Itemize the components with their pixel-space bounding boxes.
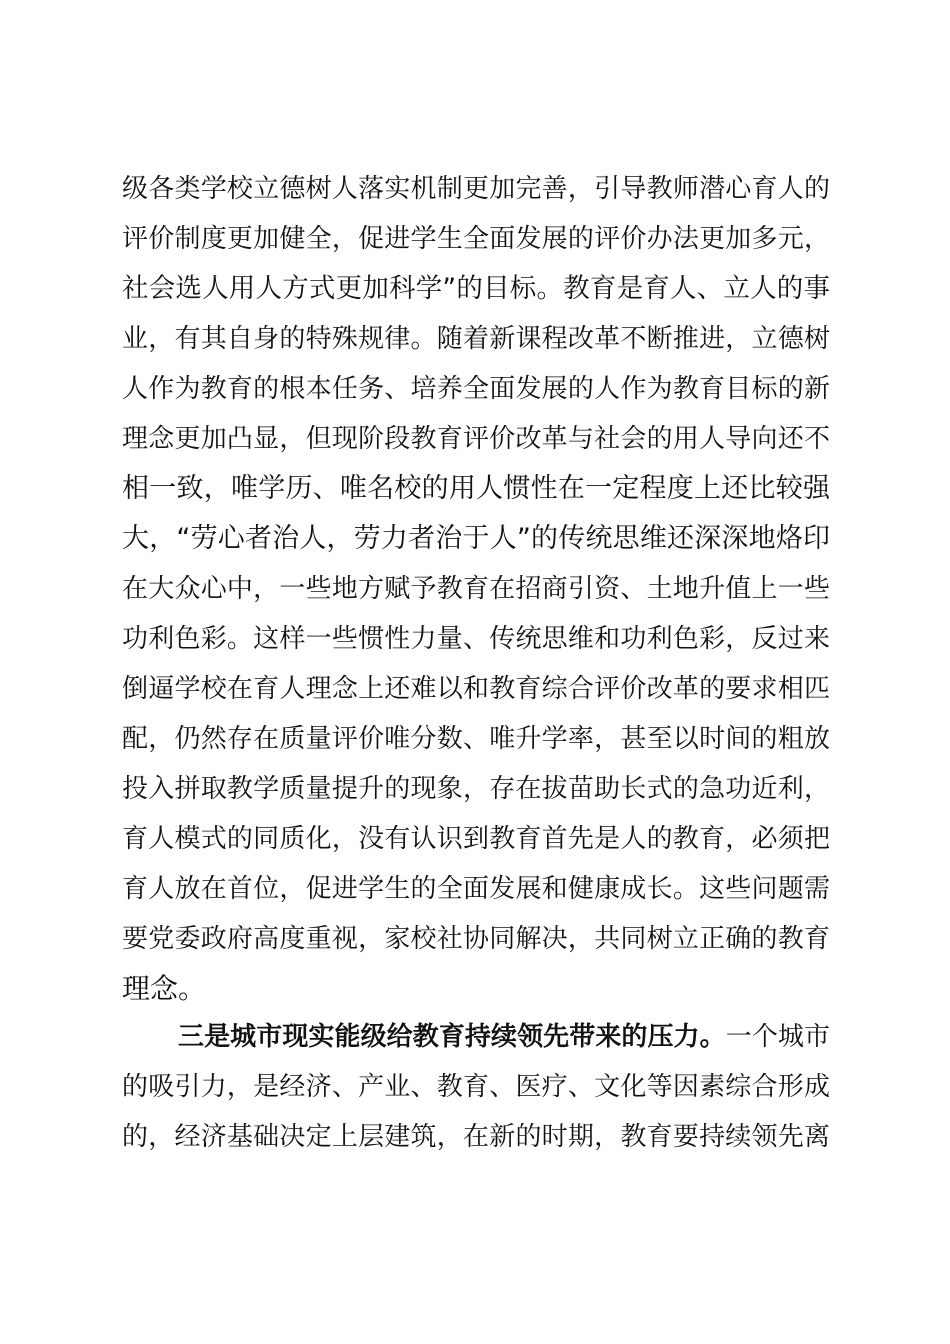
- paragraph-first-line: [122, 1012, 830, 1062]
- text-span: 一个城市: [725, 1022, 830, 1052]
- text-line: 人作为教育的根本任务、培养全面发展的人作为教育目标的新: [122, 374, 830, 404]
- text-line: 育人模式的同质化，没有认识到教育首先是人的教育，必须把: [122, 824, 830, 854]
- text-line: 配，仍然存在质量评价唯分数、唯升学率，甚至以时间的粗放: [122, 724, 830, 754]
- text-line: 倒逼学校在育人理念上还难以和教育综合评价改革的要求相匹: [122, 674, 830, 704]
- paragraph-2: [122, 1012, 830, 1162]
- text-line: 相一致，唯学历、唯名校的用人惯性在一定程度上还比较强: [122, 473, 830, 504]
- text-line: 评价制度更加健全，促进学生全面发展的评价办法更加多元，: [122, 224, 830, 254]
- text-line: 的，经济基础决定上层建筑，在新的时期，教育要持续领先离: [122, 1122, 830, 1152]
- text-line: 在大众心中，一些地方赋予教育在招商引资、土地升值上一些: [122, 574, 830, 604]
- text-line: 社会选人用人方式更加科学”的目标。教育是育人、立人的事: [122, 273, 830, 304]
- text-line: 理念。: [122, 972, 207, 1005]
- section-heading-inline: 三是城市现实能级给教育持续领先带来的压力。: [178, 1022, 726, 1052]
- text-line: 级各类学校立德树人落实机制更加完善，引导教师潜心育人的: [122, 174, 830, 204]
- text-line: 业，有其自身的特殊规律。随着新课程改革不断推进，立德树: [122, 324, 830, 354]
- text-line: 理念更加凸显，但现阶段教育评价改革与社会的用人导向还不: [122, 424, 830, 454]
- text-line: 的吸引力，是经济、产业、教育、医疗、文化等因素综合形成: [122, 1072, 830, 1102]
- text-line: 育人放在首位，促进学生的全面发展和健康成长。这些问题需: [122, 874, 830, 904]
- paragraph-1: [122, 164, 830, 1014]
- text-line: 要党委政府高度重视，家校社协同解决，共同树立正确的教育: [122, 924, 830, 954]
- text-line: 投入拼取教学质量提升的现象，存在拔苗助长式的急功近利，: [122, 774, 830, 804]
- text-line: 大，“劳心者治人，劳力者治于人”的传统思维还深深地烙印: [122, 523, 830, 554]
- text-line: 功利色彩。这样一些惯性力量、传统思维和功利色彩，反过来: [122, 624, 830, 654]
